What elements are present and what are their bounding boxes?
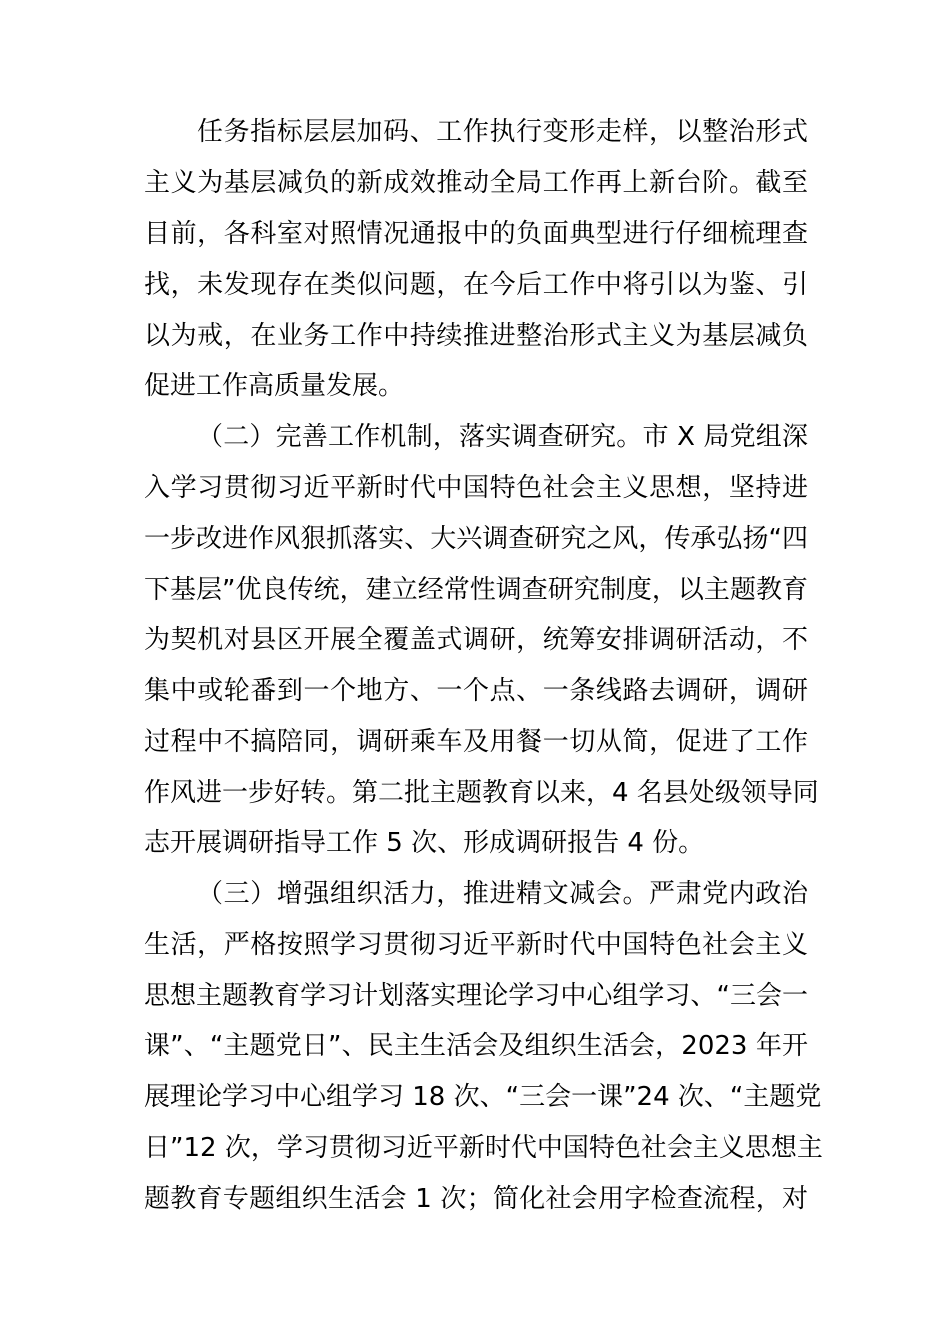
paragraph-3-line-3: 思想主题教育学习计划落实理论学习中心组学习、“三会一 bbox=[144, 981, 808, 1011]
paragraph-2-line-9: 志开展调研指导工作 5 次、形成调研报告 4 份。 bbox=[144, 828, 705, 858]
section-2-heading-line: （二）完善工作机制，落实调查研究。市 X 局党组深 bbox=[197, 422, 808, 452]
paragraph-1-line-1: 任务指标层层加码、工作执行变形走样，以整治形式 bbox=[197, 117, 808, 147]
paragraph-1-line-5: 以为戒，在业务工作中持续推进整治形式主义为基层减负 bbox=[144, 321, 808, 351]
paragraph-3-line-7: 题教育专题组织生活会 1 次；简化社会用字检查流程，对 bbox=[144, 1184, 808, 1214]
paragraph-2-line-5: 为契机对县区开展全覆盖式调研，统筹安排调研活动，不 bbox=[144, 625, 808, 655]
paragraph-2-line-6: 集中或轮番到一个地方、一个点、一条线路去调研，调研 bbox=[144, 676, 808, 706]
paragraph-1-line-6: 促进工作高质量发展。 bbox=[144, 371, 405, 401]
paragraph-3-line-6: 日”12 次，学习贯彻习近平新时代中国特色社会主义思想主 bbox=[144, 1133, 823, 1163]
paragraph-2-line-7: 过程中不搞陪同，调研乘车及用餐一切从简，促进了工作 bbox=[144, 727, 808, 757]
paragraph-2-line-3: 一步改进作风狠抓落实、大兴调查研究之风，传承弘扬“四 bbox=[144, 524, 808, 554]
paragraph-1-line-3: 目前，各科室对照情况通报中的负面典型进行仔细梳理查 bbox=[144, 219, 808, 249]
paragraph-3-line-4: 课”、“主题党日”、民主生活会及组织生活会，2023 年开 bbox=[144, 1031, 808, 1061]
paragraph-2-line-4: 下基层”优良传统，建立经常性调查研究制度，以主题教育 bbox=[144, 575, 808, 605]
paragraph-2-line-2: 入学习贯彻习近平新时代中国特色社会主义思想，坚持进 bbox=[144, 473, 808, 503]
paragraph-3-line-2: 生活，严格按照学习贯彻习近平新时代中国特色社会主义 bbox=[144, 930, 808, 960]
paragraph-1-line-4: 找，未发现存在类似问题，在今后工作中将引以为鉴、引 bbox=[144, 270, 808, 300]
paragraph-2-line-8: 作风进一步好转。第二批主题教育以来，4 名县处级领导同 bbox=[144, 778, 819, 808]
paragraph-1-line-2: 主义为基层减负的新成效推动全局工作再上新台阶。截至 bbox=[144, 168, 808, 198]
paragraph-3-line-5: 展理论学习中心组学习 18 次、“三会一课”24 次、“主题党 bbox=[144, 1082, 822, 1112]
section-3-heading-line: （三）增强组织活力，推进精文减会。严肃党内政治 bbox=[197, 879, 808, 909]
